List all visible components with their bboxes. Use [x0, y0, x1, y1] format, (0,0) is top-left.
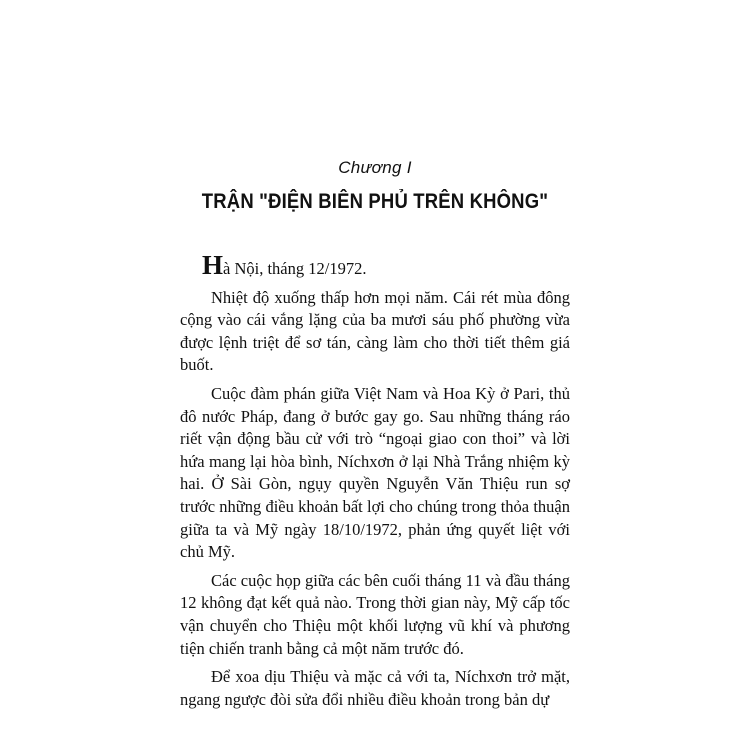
body-text: [180, 250, 570, 717]
paragraph-2: Nhiệt độ xuống thấp hơn mọi năm. Cái rét mùa đông cộng vào cái vắng lặng của ba mươi sáu phố phường vừa được lệnh triệt để sơ tán, càng làm cho thời tiết thêm giá buốt.: [180, 287, 570, 375]
dropcap: H: [202, 250, 224, 280]
chapter-label: Chương I: [338, 158, 412, 177]
chapter-title: TRẬN "ĐIỆN BIÊN PHỦ TRÊN KHÔNG": [201, 190, 549, 213]
paragraph-3: Cuộc đàm phán giữa Việt Nam và Hoa Kỳ ở Pari, thủ đô nước Pháp, đang ở bước gay go. Sau những tháng ráo riết vận động bầu cử với trò “ngoại giao con thoi” và lời hứa mang lại hòa bình, Níchxơn ở lại Nhà Trắng nhiệm kỳ hai. Ở Sài Gòn, ngụy quyền Nguyễn Văn Thiệu run sợ trước những điều khoản bất lợi cho chúng trong thỏa thuận giữa ta và Mỹ ngày 18/10/1972, phản ứng quyết liệt với chủ Mỹ.: [180, 383, 570, 562]
paragraph-4: Các cuộc họp giữa các bên cuối tháng 11 và đầu tháng 12 không đạt kết quả nào. Trong thời gian này, Mỹ cấp tốc vận chuyển cho Thiệu một khối lượng vũ khí và phương tiện chiến tranh bằng cả một năm trước đó.: [180, 570, 570, 658]
paragraph-5: Để xoa dịu Thiệu và mặc cả với ta, Níchxơn trở mặt, ngang ngược đòi sửa đổi nhiều điều khoản trong bản dự: [180, 667, 570, 709]
paragraph-1-text: à Nội, tháng 12/1972.: [223, 259, 367, 278]
paragraph-1: [180, 250, 570, 281]
